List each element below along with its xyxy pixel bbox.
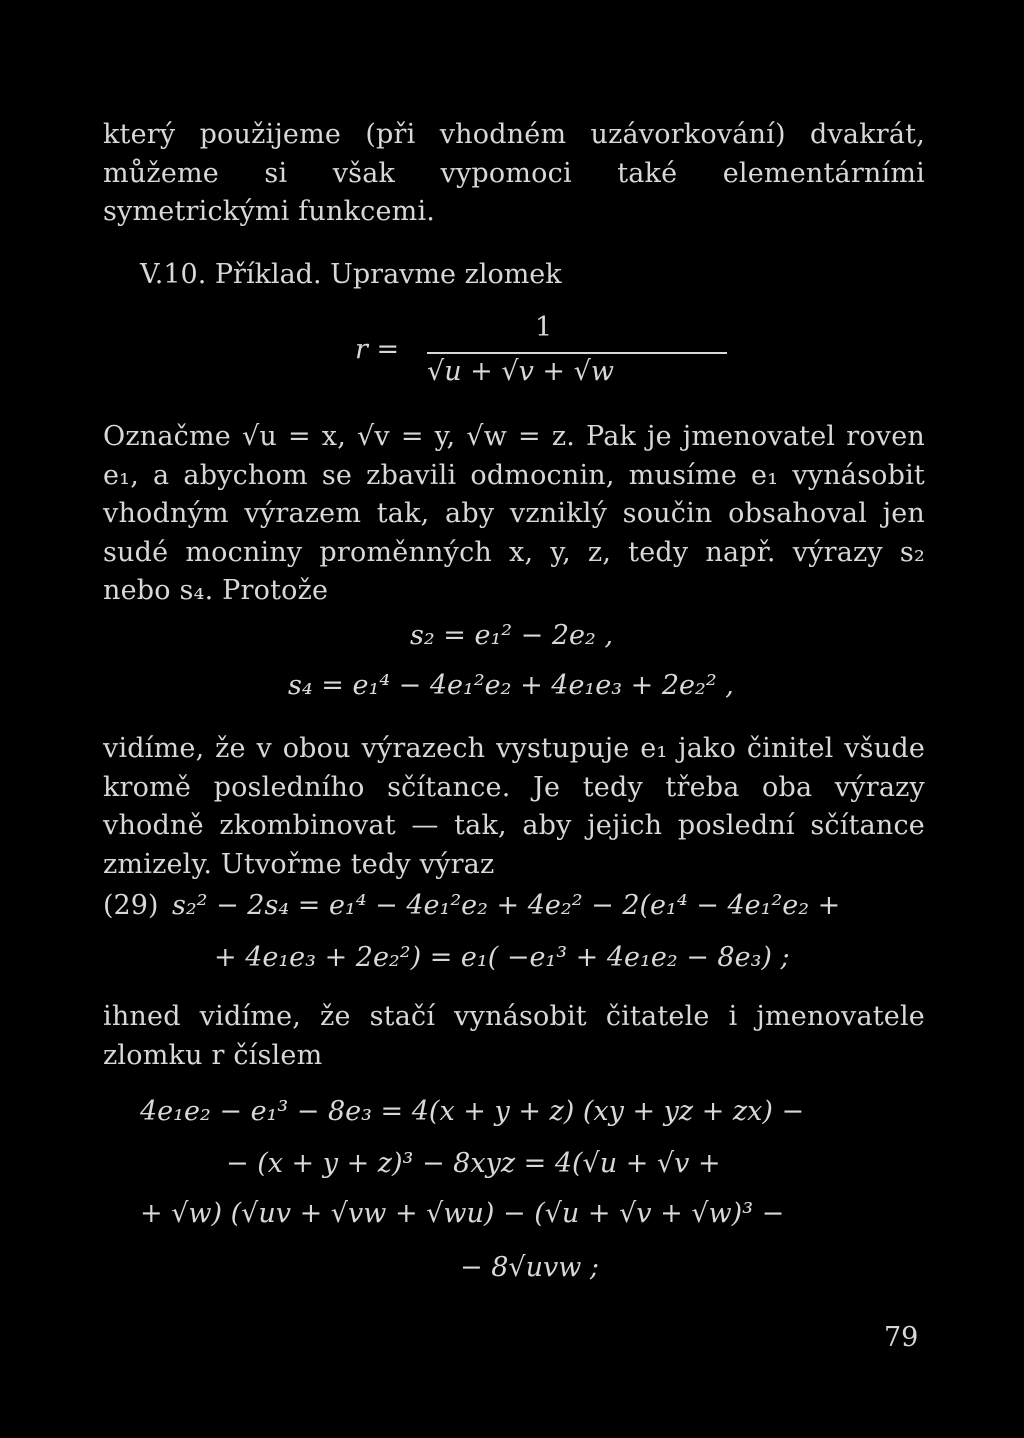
fraction-denominator: √u + √v + √w xyxy=(427,356,614,387)
equation-s4: s₄ = e₁⁴ − 4e₁²e₂ + 4e₁e₃ + 2e₂² , xyxy=(288,670,734,701)
paragraph-multiply: ihned vidíme, že stačí vynásobit čitatele i jmenovatele zlomku r číslem xyxy=(103,1001,925,1071)
fraction-numerator: 1 xyxy=(535,312,553,343)
equation-s2: s₂ = e₁² − 2e₂ , xyxy=(410,620,614,651)
example-heading: V.10. Příklad. Upravme zlomek xyxy=(140,259,562,290)
equation-29-line-1: s₂² − 2s₄ = e₁⁴ − 4e₁²e₂ + 4e₂² − 2(e₁⁴ − 4e₁²e₂ + xyxy=(172,890,841,921)
paragraph-intro: který použijeme (při vhodném uzávorkování) dvakrát, můžeme si však vypomoci také elementárními symetrickými funkcemi. xyxy=(103,119,925,227)
equation-number-29: (29) xyxy=(103,890,159,921)
equation-final-line-3: + √w) (√uv + √vw + √wu) − (√u + √v + √w)³ − xyxy=(140,1198,785,1229)
paragraph-combine: vidíme, že v obou výrazech vystupuje e₁ jako činitel všude kromě posledního sčítance. Je tedy třeba oba výrazy vhodně zkombinovat — tak, aby jejich poslední sčítance zmizely. Utvořme tedy výraz xyxy=(103,733,925,880)
equation-final-line-1: 4e₁e₂ − e₁³ − 8e₃ = 4(x + y + z) (xy + yz + zx) − xyxy=(140,1096,805,1127)
fraction-bar xyxy=(427,352,727,354)
fraction-r xyxy=(355,312,735,396)
paragraph-substitution: Označme √u = x, √v = y, √w = z. Pak je jmenovatel roven e₁, a abychom se zbavili odmocnin, musíme e₁ vynásobit vhodným výrazem tak, aby vzniklý součin obsahoval jen sudé mocniny proměnných x, y, z, tedy např. výrazy s₂ nebo s₄. Protože xyxy=(103,421,925,606)
equation-final-line-4: − 8√uvw ; xyxy=(460,1252,600,1283)
fraction-lhs: r = xyxy=(355,334,400,365)
equation-29-line-2: + 4e₁e₃ + 2e₂²) = e₁( −e₁³ + 4e₁e₂ − 8e₃) ; xyxy=(214,942,790,973)
page-number: 79 xyxy=(884,1322,919,1353)
equation-final-line-2: − (x + y + z)³ − 8xyz = 4(√u + √v + xyxy=(226,1148,721,1179)
